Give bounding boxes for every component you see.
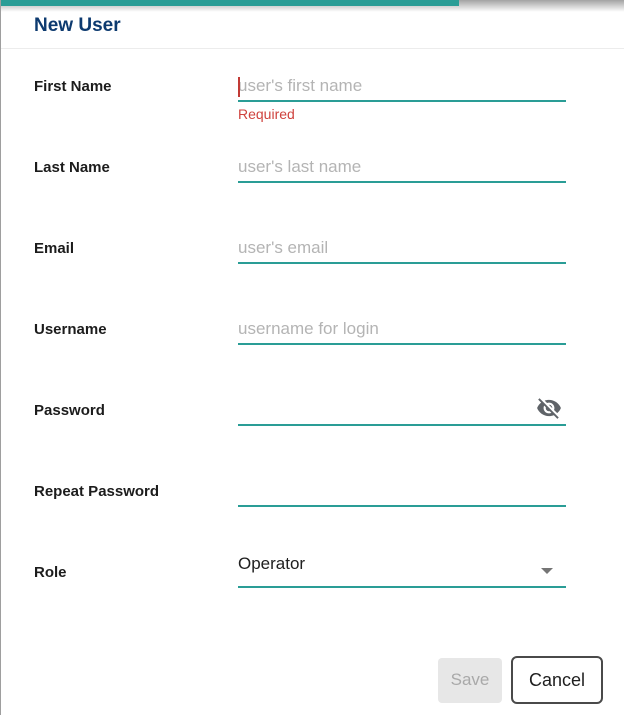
- email-label: Email: [34, 240, 75, 257]
- toggle-password-visibility-button[interactable]: [536, 395, 562, 421]
- email-field: [238, 234, 566, 264]
- repeat-password-field: [238, 477, 566, 507]
- dialog-header: [1, 0, 624, 49]
- first-name-input[interactable]: [238, 72, 566, 100]
- first-name-field: [238, 72, 566, 122]
- form-row-repeat-password: [1, 426, 624, 507]
- dialog-title: New User: [34, 15, 121, 36]
- form-row-username: [1, 264, 624, 345]
- form-row-email: [1, 183, 624, 264]
- visibility-off-icon: [536, 395, 562, 421]
- email-input[interactable]: [238, 234, 566, 262]
- repeat-password-label: Repeat Password: [34, 483, 160, 500]
- password-field: [238, 396, 566, 426]
- password-label: Password: [34, 402, 105, 419]
- first-name-label: First Name: [34, 78, 112, 95]
- username-input[interactable]: [238, 315, 566, 343]
- username-label: Username: [34, 321, 107, 338]
- form-row-password: [1, 345, 624, 426]
- save-button[interactable]: Save: [438, 658, 502, 703]
- last-name-label: Last Name: [34, 159, 110, 176]
- last-name-field: [238, 153, 566, 183]
- dropdown-arrow-icon: [541, 568, 553, 574]
- form-row-first-name: [1, 49, 624, 122]
- username-field: [238, 315, 566, 345]
- role-label: Role: [34, 564, 67, 581]
- last-name-input[interactable]: [238, 153, 566, 181]
- text-caret: [238, 77, 240, 97]
- form-row-role: [1, 507, 624, 588]
- first-name-error: Required: [238, 106, 295, 122]
- dialog-footer: [1, 656, 624, 704]
- repeat-password-input[interactable]: [238, 477, 566, 505]
- cancel-button[interactable]: Cancel: [511, 656, 603, 704]
- form-row-last-name: [1, 102, 624, 183]
- password-input[interactable]: [238, 396, 566, 424]
- role-selected-value: Operator: [238, 554, 306, 573]
- role-select[interactable]: [238, 554, 566, 588]
